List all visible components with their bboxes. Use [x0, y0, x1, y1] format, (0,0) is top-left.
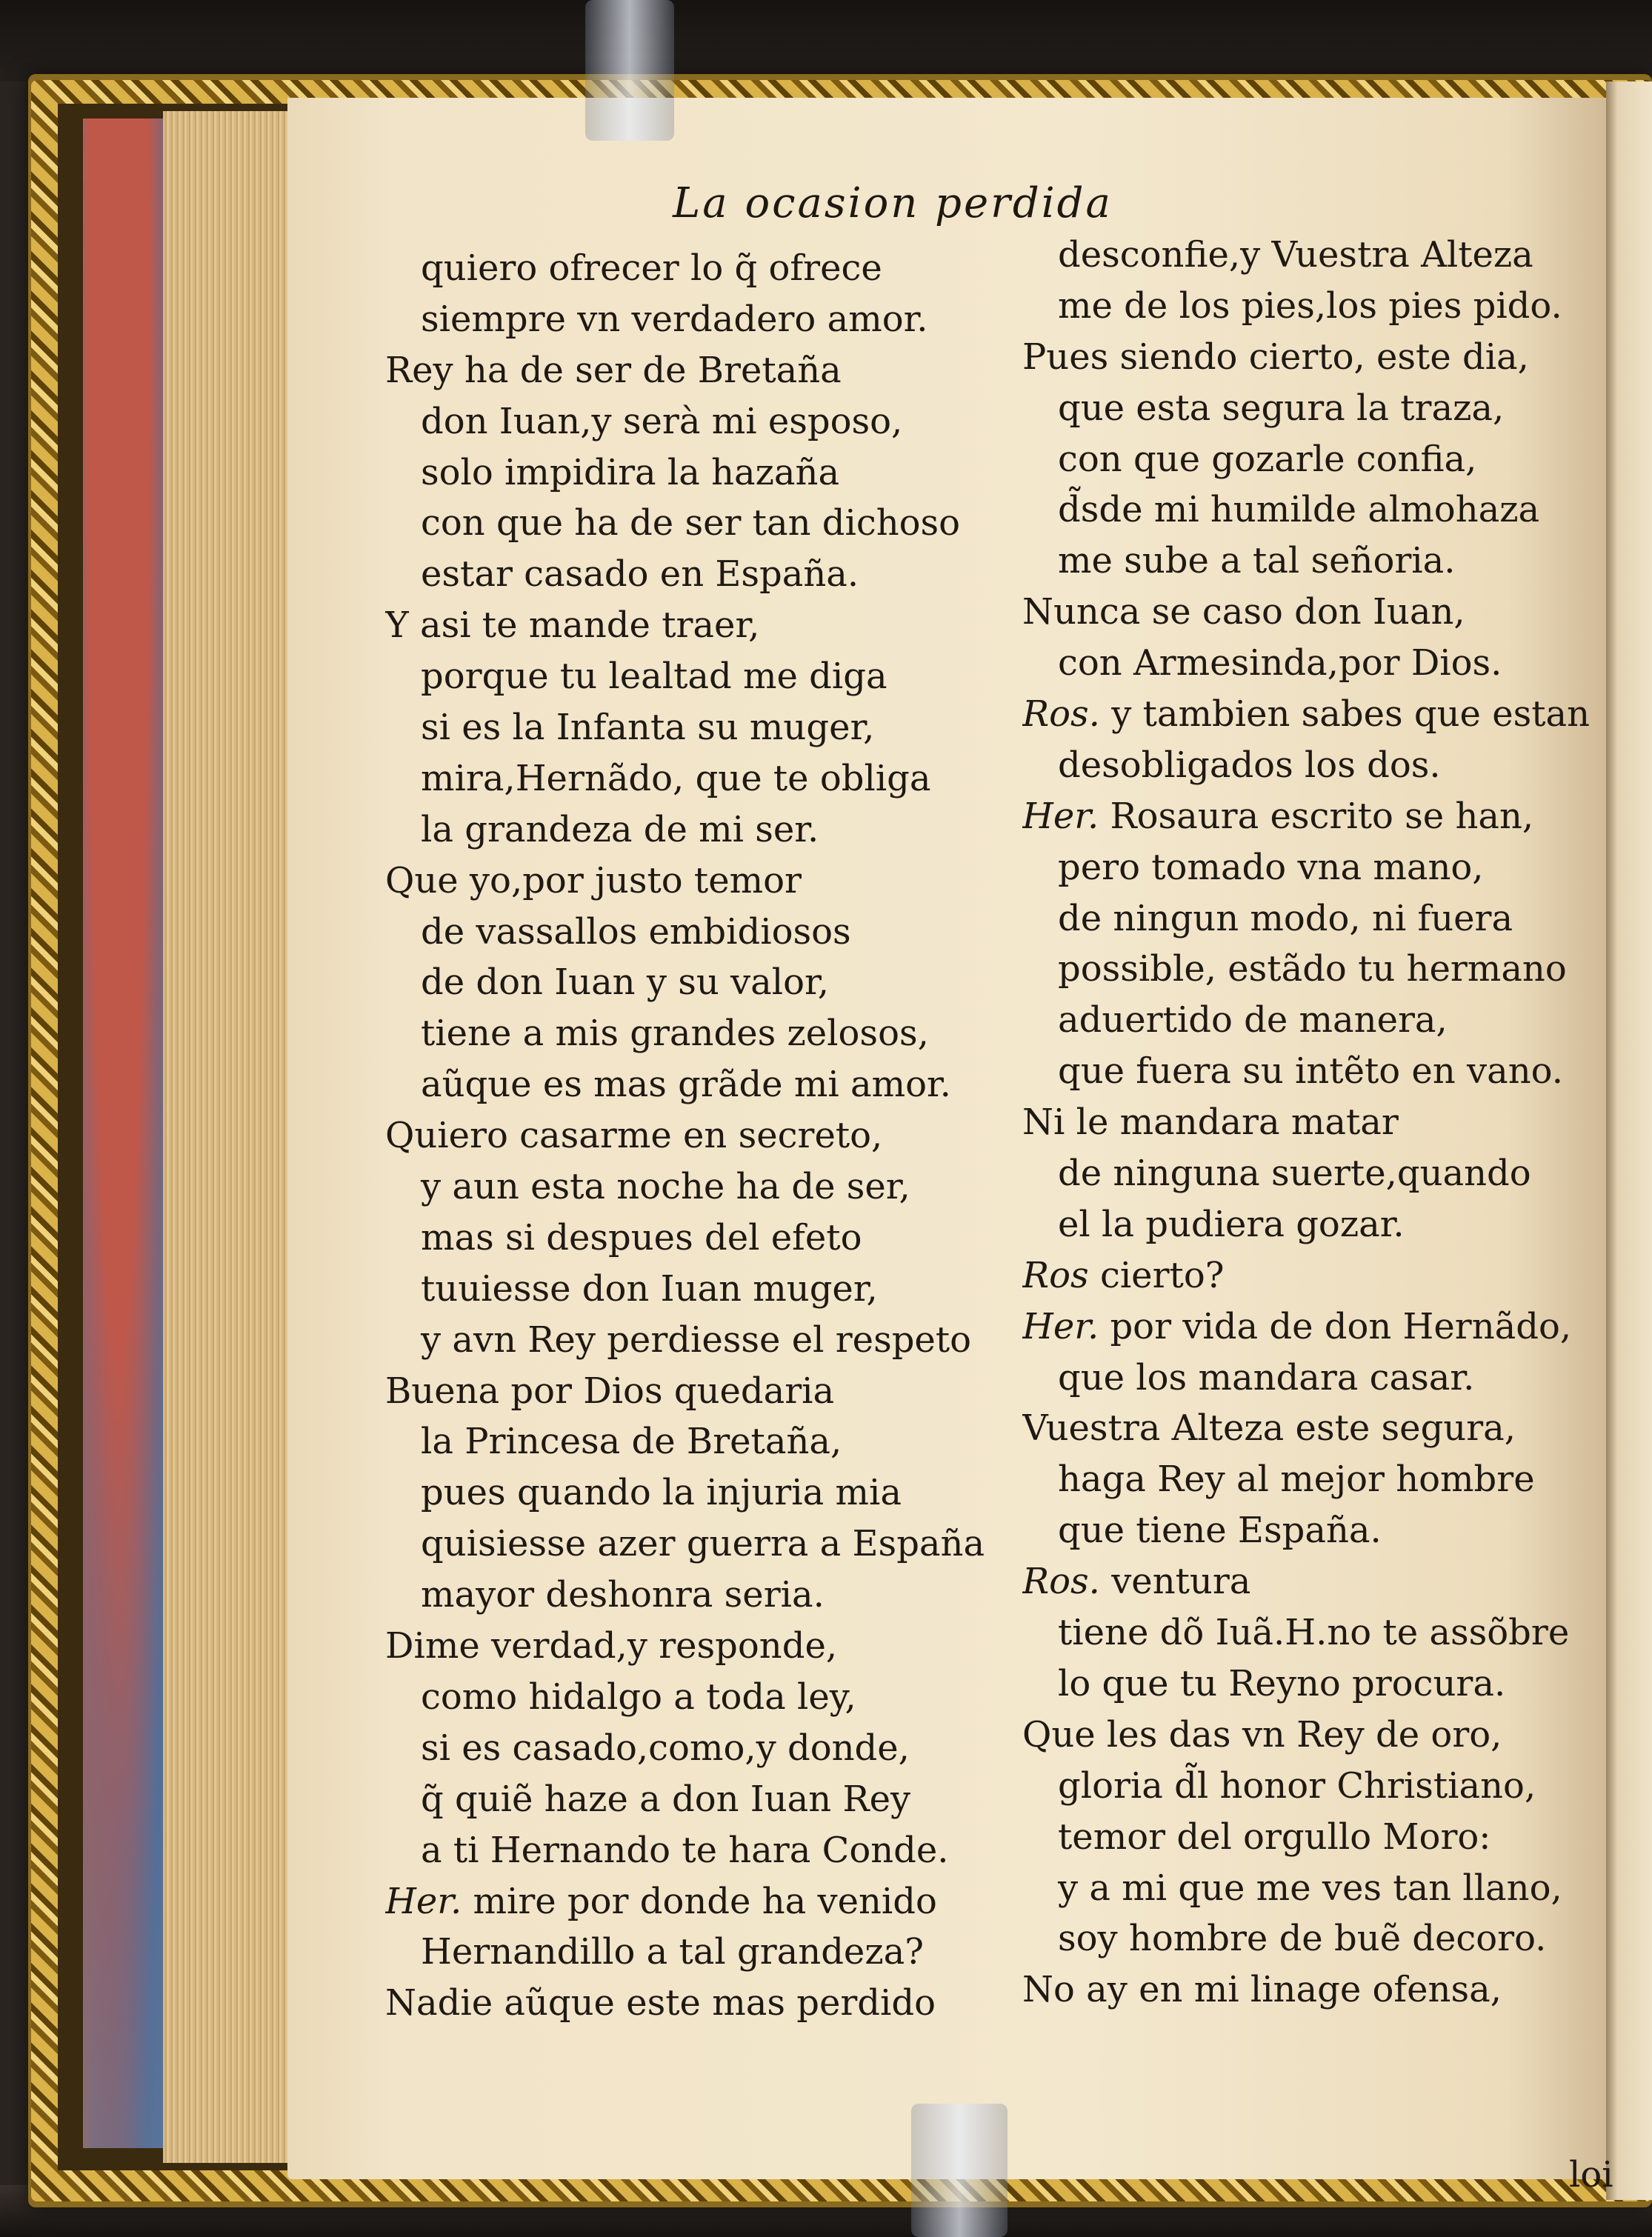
verse-line — [385, 1774, 1022, 1825]
verse-text: tuuiesse don Iuan muger, — [421, 1267, 878, 1310]
verse-text: la Princesa de Bretaña, — [421, 1421, 842, 1463]
verse-line — [385, 498, 1022, 549]
verse-line — [1022, 1913, 1600, 1964]
verse-line — [385, 1416, 1022, 1467]
verse-text: haga Rey al mejor hombre — [1058, 1458, 1535, 1501]
verse-line — [385, 549, 1022, 600]
verse-line — [385, 1110, 1022, 1161]
verse-line — [385, 1621, 1022, 1672]
verse-line — [385, 1825, 1022, 1876]
verse-text: de don Iuan y su valor, — [421, 961, 829, 1004]
verse-text: que fuera su intẽto en vano. — [1058, 1050, 1563, 1093]
verse-text: desconfie,y Vuestra Alteza — [1058, 234, 1533, 276]
verse-line — [385, 1978, 1022, 2029]
verse-text: Dime verdad,y responde, — [385, 1625, 838, 1667]
verse-text: Quiero casarme en secreto, — [385, 1115, 883, 1157]
marbled-endpaper — [83, 119, 172, 2148]
verse-text: la grandeza de mi ser. — [421, 808, 819, 850]
verse-text: mire por donde ha venido — [473, 1880, 937, 1922]
speaker-label: Ros. — [1022, 693, 1112, 736]
verse-text: Nadie aũque este mas perdido — [385, 1982, 936, 2024]
verse-line — [1022, 1812, 1600, 1863]
verse-text: que esta segura la traza, — [1058, 387, 1505, 429]
verse-line — [385, 1213, 1022, 1264]
page-block-edge — [163, 111, 290, 2163]
speaker-label: Her. — [1022, 795, 1110, 837]
verse-line — [385, 907, 1022, 958]
verse-text: y aun esta noche ha de ser, — [421, 1166, 910, 1208]
verse-line — [1022, 1454, 1600, 1505]
verse-line — [1022, 383, 1600, 434]
verse-line — [385, 1315, 1022, 1366]
verse-text: y a mi que me ves tan llano, — [1058, 1867, 1562, 1909]
verse-text: si es casado,como,y donde, — [421, 1727, 910, 1769]
verse-line — [1022, 536, 1600, 587]
verse-line — [385, 1008, 1022, 1059]
book-clip-bottom-icon — [911, 2104, 1007, 2237]
verse-text: tiene dõ Iuã.H.no te assõbre — [1058, 1612, 1570, 1654]
verse-text: porque tu lealtad me diga — [421, 656, 887, 698]
verse-text: tiene a mis grandes zelosos, — [421, 1013, 929, 1055]
verse-line — [1022, 1148, 1600, 1199]
verse-text: estar casado en España. — [421, 553, 859, 596]
running-title: La ocasion perdida — [673, 179, 1113, 227]
verse-text: ventura — [1111, 1561, 1251, 1603]
verse-text: me de los pies,los pies pido. — [1058, 284, 1562, 327]
verse-text: que los mandara casar. — [1058, 1356, 1475, 1398]
verse-line — [385, 1467, 1022, 1518]
book-clip-top-icon — [585, 0, 674, 141]
verse-line — [1022, 1301, 1600, 1353]
verse-line — [385, 1723, 1022, 1774]
right-text-column — [1022, 230, 1600, 2016]
verse-line — [385, 1059, 1022, 1110]
speaker-label: Ros — [1022, 1254, 1100, 1296]
verse-text: me sube a tal señoria. — [1058, 540, 1456, 582]
verse-line — [1022, 1199, 1600, 1250]
verse-line — [385, 294, 1022, 345]
speaker-label: Her. — [1022, 1305, 1110, 1347]
verse-line — [1022, 791, 1600, 842]
verse-text: q̃ quiẽ haze a don Iuan Rey — [421, 1778, 911, 1820]
verse-text: temor del orgullo Moro: — [1058, 1816, 1491, 1858]
verse-line — [1022, 1658, 1600, 1710]
verse-text: siempre vn verdadero amor. — [421, 298, 928, 340]
verse-text: don Iuan,y serà mi esposo, — [421, 400, 903, 442]
scan-backdrop-top — [0, 0, 1652, 81]
recto-page-edge — [1606, 81, 1652, 2200]
verse-line — [385, 856, 1022, 907]
verse-line — [385, 447, 1022, 499]
verse-text: mayor deshonra seria. — [421, 1574, 825, 1616]
verse-text: lo que tu Reyno procura. — [1058, 1662, 1506, 1704]
verse-text: con que ha de ser tan dichoso — [421, 502, 961, 544]
verse-line — [385, 1672, 1022, 1723]
verse-text: y avn Rey perdiesse el respeto — [421, 1318, 972, 1361]
verse-line — [1022, 1403, 1600, 1454]
verse-text: Rosaura escrito se han, — [1110, 795, 1534, 837]
verse-line — [1022, 1250, 1600, 1301]
left-text-column — [385, 243, 1022, 2029]
verse-line — [1022, 587, 1600, 638]
verse-text: Vuestra Alteza este segura, — [1022, 1407, 1516, 1450]
verse-text: possible, estãdo tu hermano — [1058, 948, 1567, 990]
verse-line — [1022, 944, 1600, 995]
verse-line — [1022, 638, 1600, 689]
verse-text: No ay en mi linage ofensa, — [1022, 1969, 1502, 2011]
verse-text: quiero ofrecer lo q̃ ofrece — [421, 247, 882, 289]
verse-line — [1022, 740, 1600, 791]
verse-text: el la pudiera gozar. — [1058, 1203, 1405, 1245]
verse-line — [385, 804, 1022, 856]
verse-line — [385, 1264, 1022, 1315]
verse-line — [1022, 689, 1600, 740]
verse-line — [385, 600, 1022, 651]
verse-text: y tambien sabes que estan — [1111, 693, 1591, 736]
verse-line — [385, 396, 1022, 447]
verse-text: Pues siendo cierto, este dia, — [1022, 336, 1529, 378]
verse-line — [1022, 1505, 1600, 1556]
verse-line — [385, 1366, 1022, 1417]
verse-line — [1022, 332, 1600, 383]
verse-line — [385, 651, 1022, 702]
verse-line — [1022, 1607, 1600, 1658]
speaker-label: Her. — [385, 1880, 473, 1922]
catchword: loi — [1569, 2154, 1613, 2196]
verse-text: quisiesse azer guerra a España — [421, 1523, 985, 1565]
verse-line — [385, 753, 1022, 804]
verse-line — [385, 1518, 1022, 1570]
verse-text: pero tomado vna mano, — [1058, 846, 1484, 888]
verse-text: Rey ha de ser de Bretaña — [385, 349, 842, 391]
verse-text: gloria d̃l honor Christiano, — [1058, 1764, 1536, 1807]
verse-text: pues quando la injuria mia — [421, 1472, 902, 1514]
verse-line — [1022, 1964, 1600, 2016]
speaker-label: Ros. — [1022, 1561, 1112, 1603]
verse-text: si es la Infanta su muger, — [421, 707, 875, 749]
verse-line — [1022, 1710, 1600, 1761]
verse-text: Nunca se caso don Iuan, — [1022, 591, 1465, 633]
verse-text: desobligados los dos. — [1058, 744, 1441, 786]
verse-line — [1022, 1046, 1600, 1097]
verse-line — [1022, 842, 1600, 893]
verse-text: Hernandillo a tal grandeza? — [421, 1931, 924, 1973]
verse-line — [1022, 995, 1600, 1046]
verse-text: Que les das vn Rey de oro, — [1022, 1713, 1502, 1756]
verse-line — [385, 1876, 1022, 1927]
verse-text: cierto? — [1099, 1254, 1225, 1296]
verse-line — [1022, 230, 1600, 281]
verse-line — [385, 957, 1022, 1008]
verse-line — [385, 1927, 1022, 1978]
verse-text: d̃sde mi humilde almohaza — [1058, 489, 1540, 531]
verse-line — [385, 1570, 1022, 1621]
verse-text: aduertido de manera, — [1058, 999, 1448, 1041]
verse-line — [385, 1161, 1022, 1213]
verse-line — [1022, 484, 1600, 536]
verse-text: con que gozarle confia, — [1058, 438, 1477, 480]
verse-text: aũque es mas grãde mi amor. — [421, 1064, 951, 1106]
verse-line — [1022, 1097, 1600, 1148]
verse-line — [1022, 1863, 1600, 1914]
verse-line — [1022, 1556, 1600, 1607]
verse-line — [385, 345, 1022, 396]
verse-text: Y asi te mande traer, — [385, 604, 760, 647]
verse-line — [385, 702, 1022, 753]
verse-text: con Armesinda,por Dios. — [1058, 642, 1502, 684]
verse-text: de ningun modo, ni fuera — [1058, 897, 1513, 939]
verse-text: que tiene España. — [1058, 1510, 1382, 1552]
verse-text: Que yo,por justo temor — [385, 859, 802, 901]
verse-text: soy hombre de buẽ decoro. — [1058, 1918, 1547, 1960]
verse-text: mira,Hernãdo, que te obliga — [421, 757, 931, 799]
verse-text: de vassallos embidiosos — [421, 910, 851, 953]
verse-text: Buena por Dios quedaria — [385, 1370, 835, 1412]
verse-text: mas si despues del efeto — [421, 1216, 862, 1258]
verse-text: Ni le mandara matar — [1022, 1101, 1399, 1144]
verse-line — [1022, 1761, 1600, 1812]
verse-text: como hidalgo a toda ley, — [421, 1676, 856, 1718]
verse-text: de ninguna suerte,quando — [1058, 1153, 1531, 1195]
verse-text: por vida de don Hernãdo, — [1110, 1305, 1572, 1347]
verse-line — [1022, 281, 1600, 332]
verse-line — [1022, 1353, 1600, 1404]
verse-text: a ti Hernando te hara Conde. — [421, 1829, 949, 1871]
verse-text: solo impidira la hazaña — [421, 451, 840, 493]
verse-line — [1022, 434, 1600, 485]
verse-line — [385, 243, 1022, 294]
verse-line — [1022, 893, 1600, 944]
